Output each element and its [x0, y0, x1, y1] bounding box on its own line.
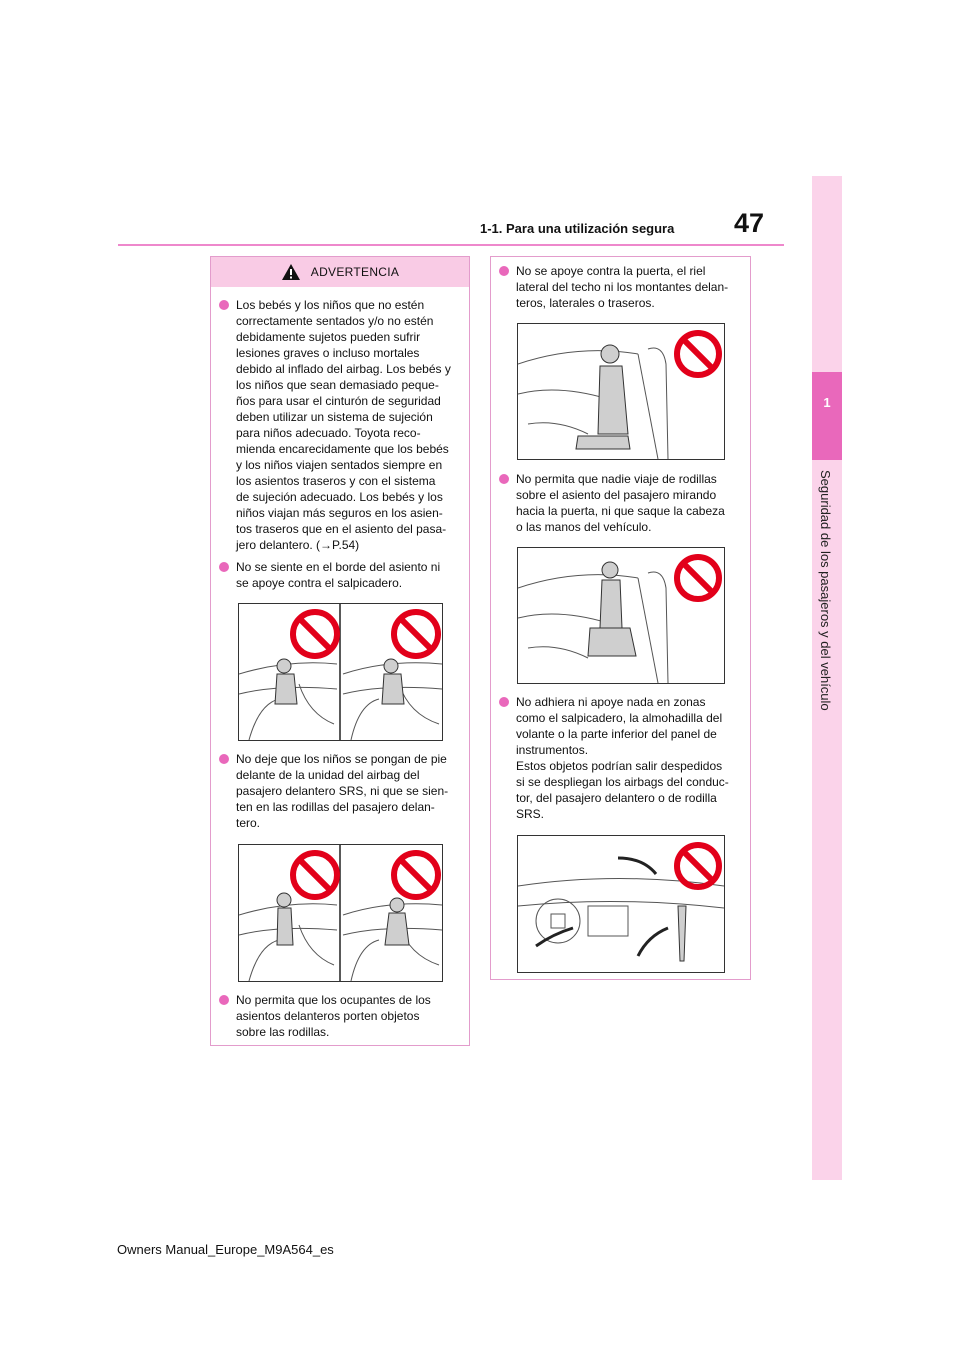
illustration-kneeling-on-seat — [517, 547, 725, 684]
bullet-text: No permita que los ocupantes de los asientos delanteros porten objetos sobre las rodillas. — [236, 993, 431, 1039]
bullet-dot — [219, 300, 229, 310]
illustration-dashboard-objects — [517, 835, 725, 973]
prohibition-icon — [677, 557, 719, 599]
illustration-child-standing — [238, 844, 443, 982]
bullet-dot — [219, 562, 229, 572]
bullet-dot — [219, 995, 229, 1005]
chapter-title: Seguridad de los pasajeros y del vehículo — [818, 470, 833, 711]
prohibition-icon — [293, 853, 337, 897]
arrow-icon — [536, 858, 668, 956]
side-tab-active — [812, 372, 842, 460]
bullet-dot — [499, 266, 509, 276]
bullet-text: No permita que nadie viaje de rodillas sobre el asiento del pasajero mirando hacia la puerta, ni que saque la cabeza o las manos del vehículo. — [516, 472, 725, 534]
bullet-dot — [219, 754, 229, 764]
prohibition-icon — [293, 612, 337, 656]
prohibition-icon — [394, 612, 438, 656]
prohibition-icon — [677, 845, 719, 887]
person-figure — [588, 562, 636, 656]
page-number: 47 — [734, 208, 765, 238]
bullet-text: Los bebés y los niños que no estén correctamente sentados y/o no estén debidamente sujetos pueden sufrir lesiones graves o incluso mortales debido al inflado del airbag. Los bebés y los niños que sean demasiado peque- ños para usar el cinturón de seguridad deben utilizar un sistema de sujeción para niños adecuado. Toyota reco- mienda encarecidamente que los bebés y los niños viajen sentados siempre en los asientos traseros y con el sistema de sujeción adecuado. Los bebés y los niños viajan más seguros en los asien- tos traseros que en el asiento del pasa- jero delantero. (→P.54) — [236, 298, 451, 552]
bullet-text: No deje que los niños se pongan de pie delante de la unidad del airbag del pasajero delantero SRS, ni que se sien- ten en las rodillas del pasajero delan- tero. — [236, 752, 449, 830]
warning-label: ADVERTENCIA — [310, 265, 400, 279]
bullet-dot — [499, 697, 509, 707]
warning-box-left — [210, 256, 470, 1046]
umbrella-drawing — [678, 906, 686, 961]
header-rule — [118, 244, 784, 246]
section-title: 1-1. Para una utilización segura — [480, 221, 675, 236]
bullet-text: No se apoye contra la puerta, el riel lateral del techo ni los montantes delan- teros, laterales o traseros. — [516, 264, 729, 310]
warning-header — [211, 257, 469, 287]
bullet-text: No adhiera ni apoye nada en zonas como el salpicadero, la almohadilla del volante o la parte inferior del panel de instrumentos. Estos objetos podrían salir despedidos si se despliegan los airbags del conduc- tor, del pasajero delantero o de rodilla SRS. — [516, 695, 729, 821]
person-figure — [576, 345, 630, 449]
illustration-sitting-on-edge — [238, 603, 443, 741]
illustration-leaning-on-door — [517, 323, 725, 460]
person-figure — [277, 893, 409, 945]
prohibition-icon — [677, 333, 719, 375]
prohibition-icon — [394, 853, 438, 897]
warning-box-right — [490, 256, 751, 980]
footer-document-id: Owners Manual_Europe_M9A564_es — [117, 1242, 334, 1257]
chapter-number: 1 — [823, 395, 831, 410]
bullet-text: No se siente en el borde del asiento ni se apoye contra el salpicadero. — [236, 560, 441, 590]
warning-triangle-icon — [281, 263, 301, 281]
bullet-dot — [499, 474, 509, 484]
